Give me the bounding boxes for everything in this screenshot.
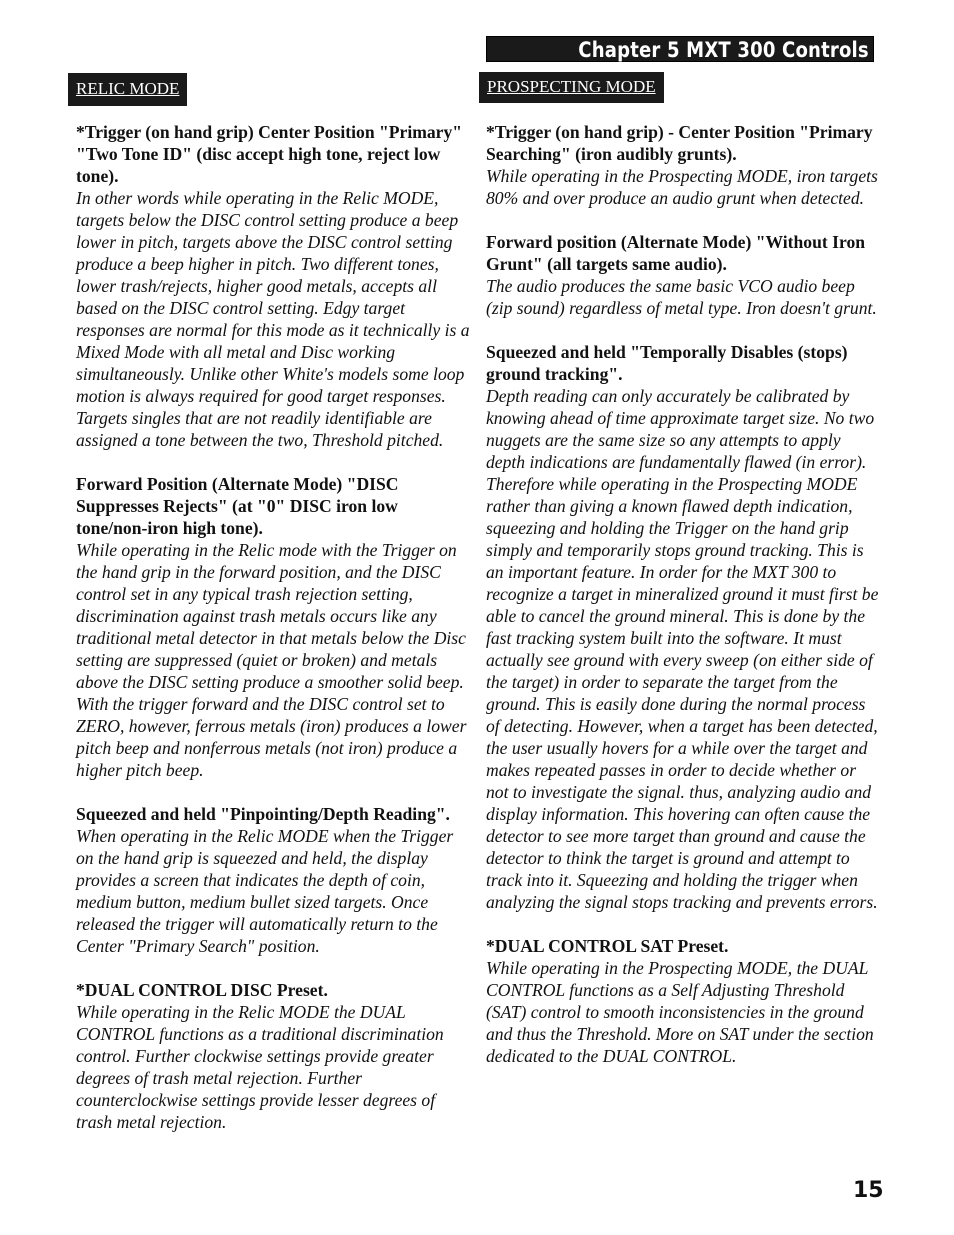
block-heading: *Trigger (on hand grip) Center Position "Primary" "Two Tone ID" (disc accept high tone, reject low tone).: [76, 122, 463, 186]
block-body: While operating in the Relic mode with the Trigger on the hand grip in the forward position, and the DISC control set in any typical trash rejection setting, discrimination against trash metals occurs like any traditional metal detector in that metals below the Disc setting are suppressed (quiet or broken) and metals above the DISC setting produce a smoother solid beep. With the trigger forward and the DISC control set to ZERO, however, ferrous metals (iron) produces a lower pitch beep and nonferrous metals (not iron) produce a higher pitch beep.: [76, 540, 467, 780]
block-heading: *DUAL CONTROL SAT Preset.: [486, 936, 729, 956]
block-body: While operating in the Relic MODE the DUAL CONTROL functions as a traditional discrimination control. Further clockwise settings provide greater degrees of trash metal rejection. Further counterclockwise settings provide lesser degrees of trash metal rejection.: [76, 1002, 444, 1132]
prospecting-trigger-center-block: [486, 121, 882, 209]
relic-trigger-forward-block: [76, 473, 472, 781]
block-heading: *DUAL CONTROL DISC Preset.: [76, 980, 328, 1000]
block-heading: Squeezed and held "Pinpointing/Depth Reading".: [76, 804, 450, 824]
block-heading: Forward position (Alternate Mode) "Without Iron Grunt" (all targets same audio).: [486, 232, 866, 274]
prospecting-mode-column: [486, 121, 882, 1089]
block-body: While operating in the Prospecting MODE, the DUAL CONTROL functions as a Self Adjusting Threshold (SAT) control to smooth inconsistencies in the ground and thus the Threshold. More on SAT under the section dedicated to the DUAL CONTROL.: [486, 958, 874, 1066]
relic-trigger-center-block: [76, 121, 472, 451]
block-heading: *Trigger (on hand grip) - Center Position "Primary Searching" (iron audibly grunts).: [486, 122, 873, 164]
prospecting-trigger-forward-block: [486, 231, 882, 319]
relic-trigger-squeezed-block: [76, 803, 472, 957]
block-body: In other words while operating in the Relic MODE, targets below the DISC control setting produce a beep lower in pitch, targets above the DISC control setting produce a beep higher in pitch. Two different tones, lower trash/rejects, higher good metals, accepts all based on the DISC control setting. Edgy target responses are normal for this mode as it technically is a Mixed Mode with all metal and Disc working simultaneously. Unlike other White's models some loop motion is always required for good target responses. Targets singles that are not readily identifiable are assigned a tone between the two, Threshold pitched.: [76, 188, 470, 450]
prospecting-trigger-squeezed-block: [486, 341, 882, 913]
prospecting-mode-label: PROSPECTING MODE: [479, 72, 664, 103]
block-heading: Squeezed and held "Temporally Disables (stops) ground tracking".: [486, 342, 848, 384]
page-number: 15: [853, 1178, 884, 1203]
relic-dual-control-block: [76, 979, 472, 1133]
chapter-header-bar: [486, 36, 874, 62]
block-body: When operating in the Relic MODE when the Trigger on the hand grip is squeezed and held, the display provides a screen that indicates the depth of coin, medium button, medium bullet sized targets. Once released the trigger will automatically return to the Center "Primary Search" position.: [76, 826, 454, 956]
relic-mode-label: RELIC MODE: [68, 73, 187, 106]
prospecting-dual-control-block: [486, 935, 882, 1067]
block-body: While operating in the Prospecting MODE, iron targets 80% and over produce an audio grunt when detected.: [486, 166, 878, 208]
block-body: Depth reading can only accurately be calibrated by knowing ahead of time approximate target size. No two nuggets are the same size so any attempts to apply depth indications are fundamentally flawed (in error). Therefore while operating in the Prospecting MODE rather than giving a known flawed depth indication, squeezing and holding the Trigger on the hand grip simply and temporarily stops ground tracking. This is an important feature. In order for the MXT 300 to recognize a target in mineralized ground it must first be able to cancel the ground mineral. This is done by the fast tracking system built into the software. It must actually see ground with every sweep (on either side of the target) in order to separate the target from the ground. This is easily done during the normal process of detecting. However, when a target has been detected, the user usually hovers for a while over the target and makes repeated passes in order to decide whether or not to investigate the signal. thus, analyzing audio and display information. This hovering can often cause the detector to see more target than ground and cause the detector to think the target is ground and attempt to track into it. Squeezing and holding the trigger when analyzing the signal stops tracking and prevents errors.: [486, 386, 879, 912]
chapter-title: Chapter 5 MXT 300 Controls: [578, 38, 869, 62]
block-body: The audio produces the same basic VCO audio beep (zip sound) regardless of metal type. Iron doesn't grunt.: [486, 276, 877, 318]
relic-mode-column: [76, 121, 472, 1155]
block-heading: Forward Position (Alternate Mode) "DISC Suppresses Rejects" (at "0" DISC iron low tone/non-iron high tone).: [76, 474, 399, 538]
